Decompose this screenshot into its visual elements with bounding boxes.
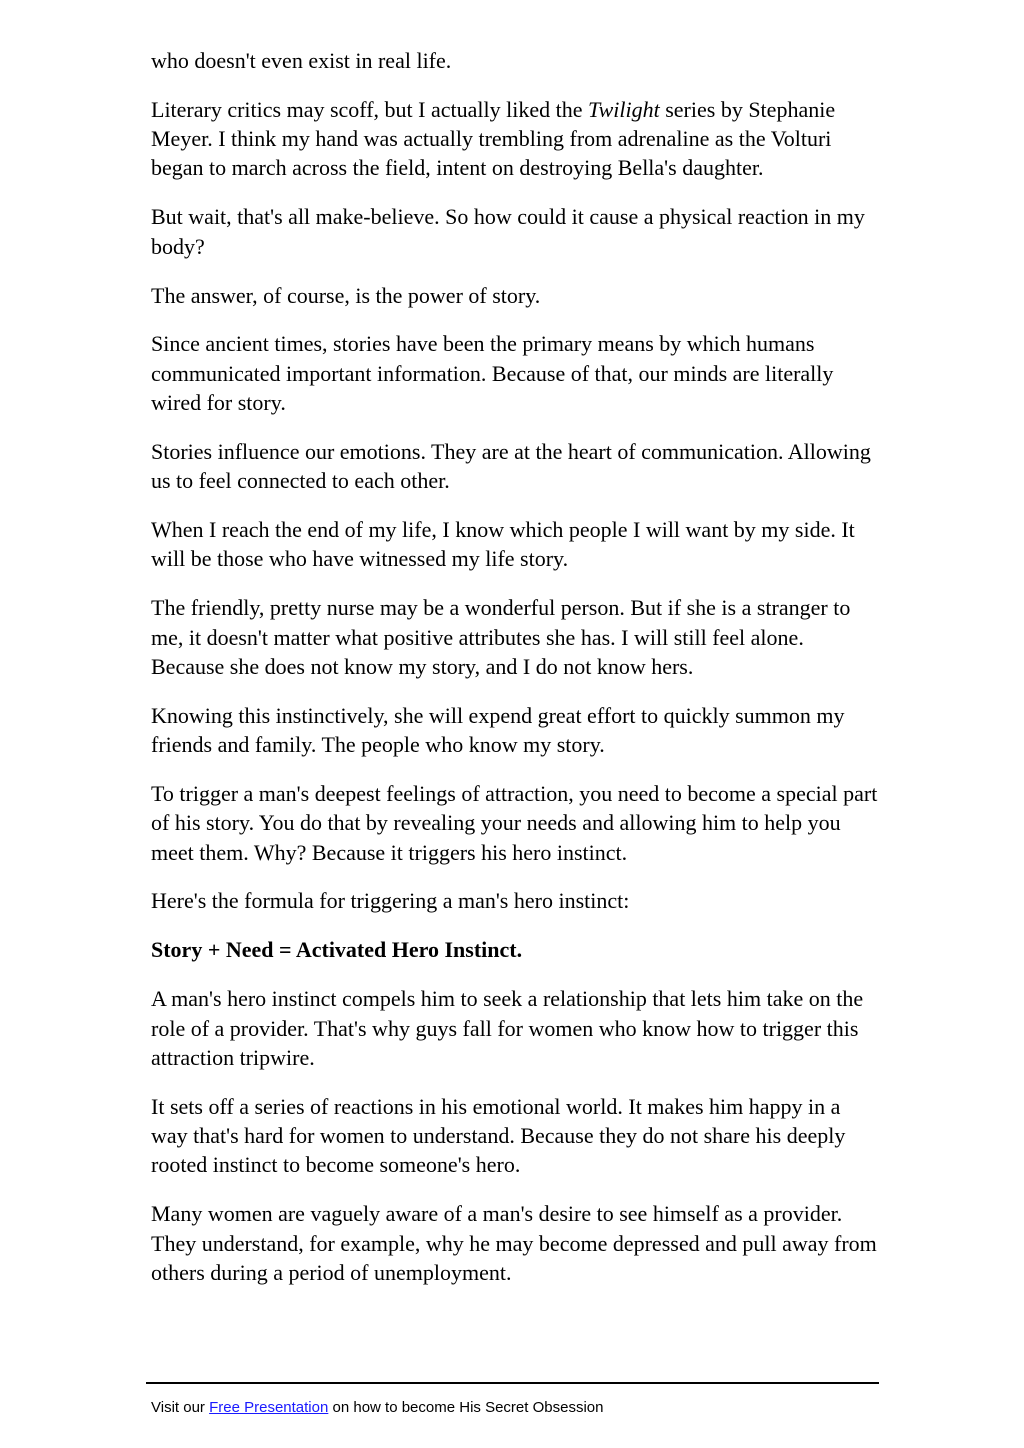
book-title: Twilight bbox=[588, 96, 660, 122]
paragraph: Many women are vaguely aware of a man's desire to see himself as a provider. They understand, for example, why he may become depressed and pull away from others during a period of unemployment. bbox=[151, 1201, 877, 1285]
free-presentation-link[interactable]: Free Presentation bbox=[209, 1399, 329, 1416]
paragraph: Stories influence our emotions. They are at the heart of communication. Allowing us to feel connected to each other. bbox=[151, 438, 871, 494]
paragraph: A man's hero instinct compels him to seek a relationship that lets him take on the role of a provider. That's why guys fall for women who know how to trigger this attraction tripwire. bbox=[151, 986, 864, 1070]
paragraph: Here's the formula for triggering a man's hero instinct: bbox=[151, 888, 630, 914]
paragraph: The friendly, pretty nurse may be a wonderful person. But if she is a stranger to me, it doesn't matter what positive attributes she has. I will still feel alone. Because she does not know my story, and I do not know hers. bbox=[151, 595, 851, 679]
paragraph-text: Literary critics may scoff, but I actually liked the bbox=[151, 96, 588, 122]
footer-prefix: Visit our bbox=[151, 1399, 210, 1416]
document-body bbox=[151, 46, 879, 1307]
footer bbox=[151, 1398, 603, 1418]
paragraph: But wait, that's all make-believe. So how could it cause a physical reaction in my body? bbox=[151, 204, 865, 259]
footer-divider bbox=[146, 1382, 879, 1384]
footer-suffix: on how to become His Secret Obsession bbox=[328, 1399, 604, 1416]
paragraph: To trigger a man's deepest feelings of attraction, you need to become a special part of his story. You do that by revealing your needs and allowing him to help you meet them. Why? Because it triggers his hero instinct. bbox=[151, 780, 878, 865]
paragraph bbox=[151, 95, 879, 183]
paragraph-text: series by Stephanie Meyer. I think my hand was actually trembling from adrenaline as the Volturi began to march across the field, intent on destroying Bella's daughter. bbox=[151, 96, 836, 181]
paragraph: who doesn't even exist in real life. bbox=[151, 48, 452, 73]
paragraph: When I reach the end of my life, I know which people I will want by my side. It will be those who have witnessed my life story. bbox=[151, 517, 855, 572]
formula-heading: Story + Need = Activated Hero Instinct. bbox=[151, 937, 523, 963]
paragraph: The answer, of course, is the power of story. bbox=[151, 282, 541, 308]
paragraph: It sets off a series of reactions in his emotional world. It makes him happy in a way that's hard for women to understand. Because they do not share his deeply rooted instinct to become someone's hero. bbox=[151, 1093, 846, 1178]
paragraph: Since ancient times, stories have been the primary means by which humans communicated important information. Because of that, our minds are literally wired for story. bbox=[151, 331, 834, 416]
paragraph: Knowing this instinctively, she will expend great effort to quickly summon my friends and family. The people who know my story. bbox=[151, 702, 845, 758]
